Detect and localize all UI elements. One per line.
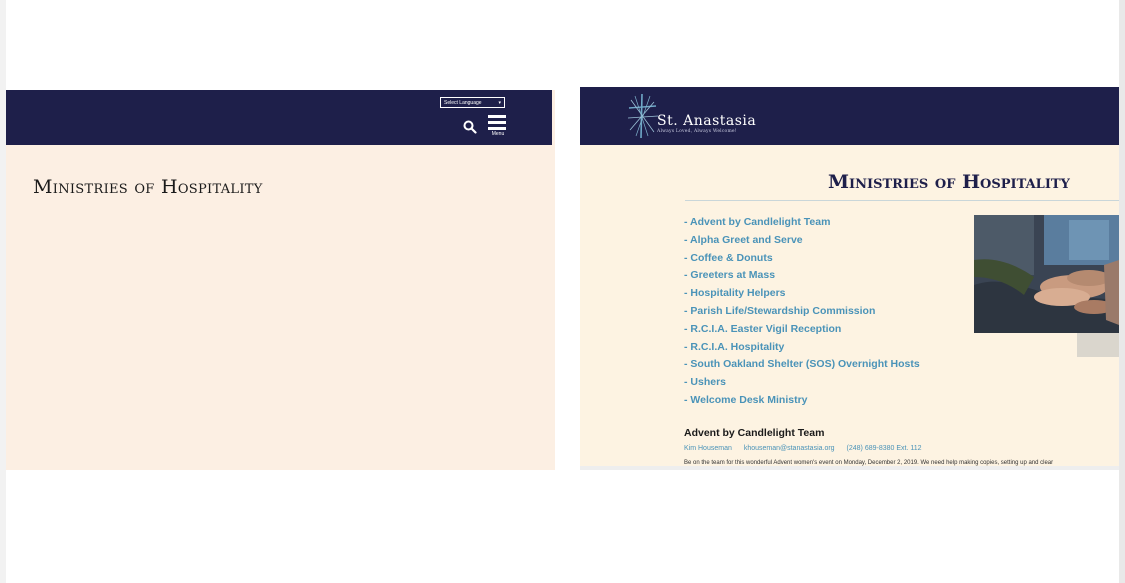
ministry-link[interactable]: - Parish Life/Stewardship Commission [684, 304, 876, 317]
section-title: Advent by Candlelight Team [684, 427, 825, 439]
page-edge [1119, 0, 1125, 583]
right-screenshot [580, 87, 1119, 470]
bottom-shade [580, 466, 1119, 470]
hands-photo [974, 215, 1119, 333]
ministry-link[interactable]: - Greeters at Mass [684, 269, 776, 282]
ministry-link[interactable]: - Alpha Greet and Serve [684, 233, 803, 246]
page-title: Ministries of Hospitality [33, 176, 263, 198]
contact-line [684, 445, 932, 452]
title-divider [685, 200, 1119, 201]
contact-phone: (248) 689-8380 Ext. 112 [846, 445, 922, 452]
photo-shadow [1077, 333, 1119, 357]
section-description: Be on the team for this wonderful Advent women's event on Monday, December 2, 2019. We need help making copies, setting up and clear [684, 460, 1054, 466]
search-icon[interactable] [463, 120, 477, 134]
header-bar [580, 87, 1119, 145]
ministry-link[interactable]: - R.C.I.A. Hospitality [684, 340, 785, 353]
cross-logo-icon[interactable] [626, 92, 660, 140]
ministry-link[interactable]: - Ushers [684, 376, 727, 389]
site-tagline: Always Loved, Always Welcome! [657, 129, 737, 134]
ministry-link[interactable]: - Coffee & Donuts [684, 251, 773, 264]
menu-button[interactable] [487, 115, 507, 139]
ministry-link[interactable]: - R.C.I.A. Easter Vigil Reception [684, 322, 842, 335]
contact-name: Kim Houseman [684, 445, 732, 452]
chevron-down-icon: ▾ [498, 100, 501, 106]
language-select[interactable] [440, 97, 505, 108]
site-name[interactable]: St. Anastasia [657, 113, 757, 129]
contact-email-link[interactable]: khouseman@stanastasia.org [743, 445, 835, 452]
left-screenshot [6, 90, 555, 470]
ministry-link[interactable]: - Hospitality Helpers [684, 287, 786, 300]
ministry-link[interactable]: - Welcome Desk Ministry [684, 393, 808, 406]
menu-label: Menu [491, 131, 505, 137]
ministry-link[interactable]: - South Oakland Shelter (SOS) Overnight Hosts [684, 358, 920, 371]
header-bar [6, 90, 552, 145]
hamburger-icon-line [488, 127, 506, 130]
hamburger-icon-line [488, 121, 506, 124]
ministry-link[interactable]: - Advent by Candlelight Team [684, 216, 831, 228]
language-select-label: Select Language [444, 100, 482, 106]
hamburger-icon [488, 115, 506, 118]
page-title: Ministries of Hospitality [828, 171, 1070, 193]
ministries-list [684, 214, 920, 410]
